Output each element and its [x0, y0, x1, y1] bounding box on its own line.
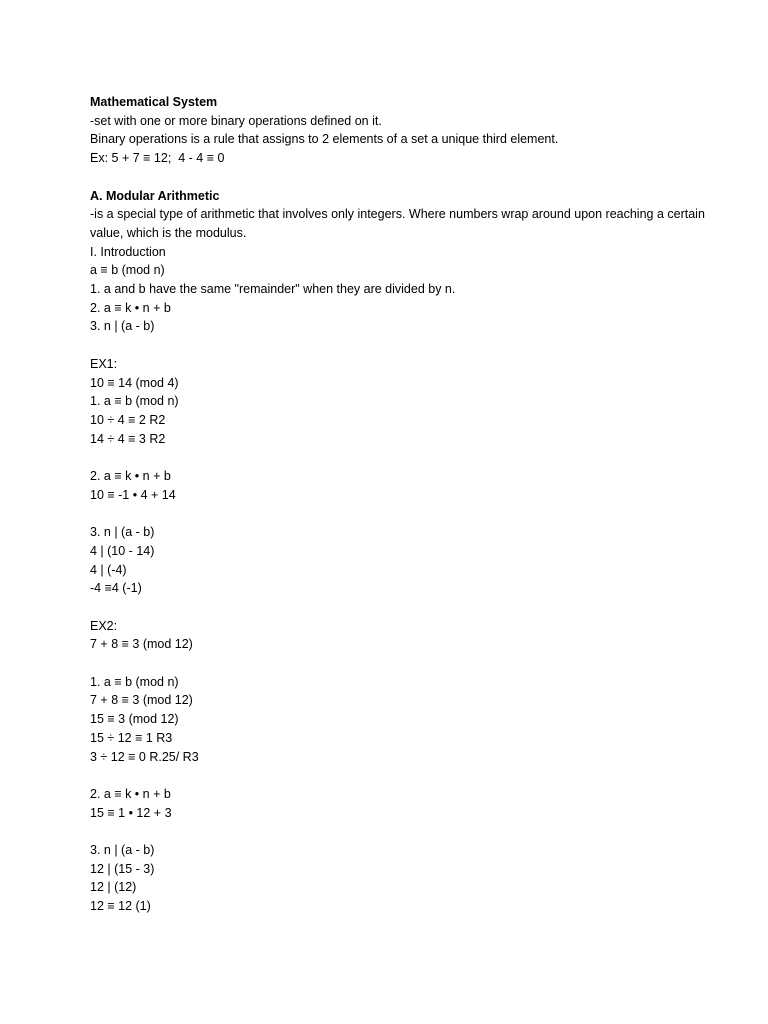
text-line: 1. a ≡ b (mod n): [90, 394, 179, 409]
text-line: 3 ÷ 12 ≡ 0 R.25/ R3: [90, 749, 199, 764]
text-line: Binary operations is a rule that assigns to 2 elements of a set a unique third element.: [90, 132, 559, 147]
text-line: -4 ≡4 (-1): [90, 581, 142, 596]
text-line: -is a special type of arithmetic that involves only integers. Where numbers wrap around upon reaching a certain value, which is the modulus.: [90, 207, 709, 240]
example-label-ex1: EX1:: [90, 356, 118, 371]
blank-line: [90, 766, 708, 785]
blank-line: [90, 168, 708, 187]
text-line: 3. n | (a - b): [90, 525, 155, 540]
text-line: 1. a and b have the same "remainder" when they are divided by n.: [90, 282, 456, 297]
blank-line: [90, 598, 708, 617]
text-line: 4 | (10 - 14): [90, 543, 155, 558]
text-line: 1. a ≡ b (mod n): [90, 674, 179, 689]
text-line: 7 + 8 ≡ 3 (mod 12): [90, 637, 193, 652]
text-line: 2. a ≡ k • n + b: [90, 300, 171, 315]
text-line: 12 | (12): [90, 880, 137, 895]
section-title-mathematical-system: Mathematical System: [90, 95, 218, 109]
text-line: 10 ≡ 14 (mod 4): [90, 375, 179, 390]
text-line: 3. n | (a - b): [90, 843, 155, 857]
section-title-modular-arithmetic: A. Modular Arithmetic: [90, 188, 220, 203]
text-line: -set with one or more binary operations defined on it.: [90, 113, 382, 128]
text-line: 12 | (15 - 3): [90, 861, 155, 876]
text-line: Ex: 5 + 7 ≡ 12; 4 - 4 ≡ 0: [90, 151, 225, 166]
blank-line: [90, 448, 708, 467]
example-label-ex2: EX2:: [90, 618, 118, 633]
text-line: 4 | (-4): [90, 562, 127, 577]
text-line: 7 + 8 ≡ 3 (mod 12): [90, 693, 193, 708]
text-line: 15 ÷ 12 ≡ 1 R3: [90, 730, 173, 745]
subsection-title-introduction: I. Introduction: [90, 244, 166, 259]
text-line: 2. a ≡ k • n + b: [90, 786, 171, 801]
text-line: 12 ≡ 12 (1): [90, 899, 151, 914]
text-line: 2. a ≡ k • n + b: [90, 469, 171, 484]
text-line: 3. n | (a - b): [90, 319, 155, 334]
text-line: 10 ≡ -1 • 4 + 14: [90, 487, 176, 502]
document-body: [90, 93, 708, 916]
text-line: 14 ÷ 4 ≡ 3 R2: [90, 431, 166, 446]
blank-line: [90, 336, 708, 355]
text-line: 15 ≡ 3 (mod 12): [90, 712, 179, 727]
blank-line: [90, 822, 708, 841]
blank-line: [90, 654, 708, 673]
text-line: a ≡ b (mod n): [90, 263, 165, 278]
blank-line: [90, 504, 708, 523]
text-line: 10 ÷ 4 ≡ 2 R2: [90, 412, 166, 427]
text-line: 15 ≡ 1 • 12 + 3: [90, 805, 172, 820]
